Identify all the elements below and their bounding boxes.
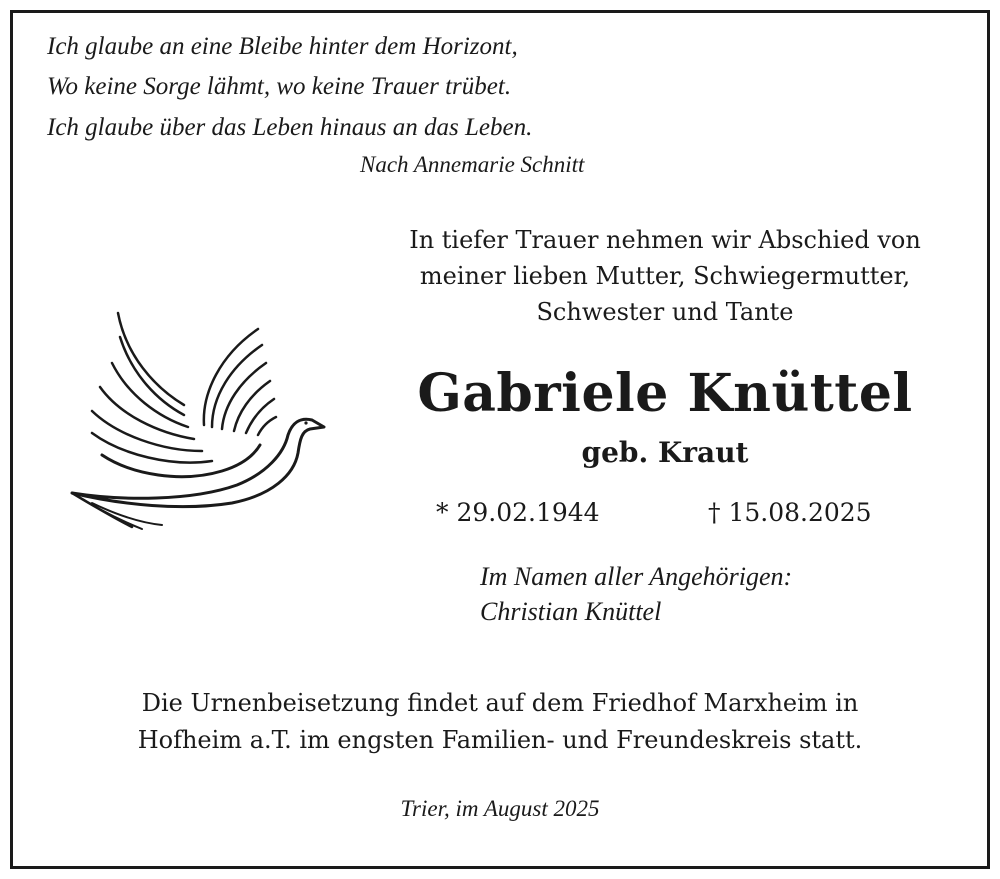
poem-line-1: Ich glaube an eine Bleibe hinter dem Horizont, — [47, 33, 518, 60]
poem-line-2: Wo keine Sorge lähmt, wo keine Trauer trübet. — [47, 73, 512, 100]
intro-line-1: In tiefer Trauer nehmen wir Abschied von — [409, 226, 921, 254]
dove-icon — [62, 305, 332, 535]
deceased-name: Gabriele Knüttel — [417, 363, 913, 424]
signature-line-1: Im Namen aller Angehörigen: — [480, 562, 793, 591]
intro-line-3: Schwester und Tante — [536, 298, 794, 326]
place-date: Trier, im August 2025 — [400, 796, 600, 821]
poem-author: Nach Annemarie Schnitt — [360, 152, 585, 177]
poem-line-3: Ich glaube über das Leben hinaus an das Leben. — [47, 114, 533, 141]
maiden-name: geb. Kraut — [581, 436, 749, 469]
intro-line-2: meiner lieben Mutter, Schwiegermutter, — [419, 262, 911, 290]
burial-line-1: Die Urnenbeisetzung findet auf dem Friedhof Marxheim in — [141, 689, 859, 717]
birth-date: * 29.02.1944 — [436, 498, 600, 527]
signature-line-2: Christian Knüttel — [480, 597, 662, 626]
burial-line-2: Hofheim a.T. im engsten Familien- und Freundeskreis statt. — [137, 726, 863, 754]
death-date: † 15.08.2025 — [708, 498, 872, 527]
